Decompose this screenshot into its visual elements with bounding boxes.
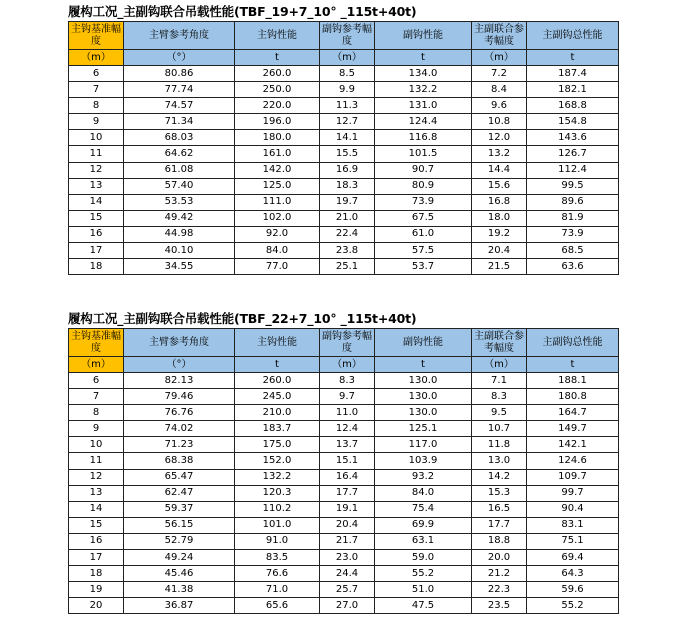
table-row [69, 226, 619, 242]
unit-row-cell: t [235, 50, 320, 66]
table-row-cell: 7 [69, 389, 124, 405]
table-row-cell: 9 [69, 114, 124, 130]
header-row-cell: 主臂参考角度 [124, 22, 235, 50]
table-row-cell: 90.7 [375, 162, 472, 178]
unit-row-cell: t [527, 50, 619, 66]
header-row [69, 329, 619, 357]
table-row-cell: 81.9 [527, 210, 619, 226]
table-row-cell: 22.4 [320, 226, 375, 242]
table-row-cell: 21.5 [472, 259, 527, 275]
table-row-cell: 36.87 [124, 598, 235, 614]
table-row-cell: 245.0 [235, 389, 320, 405]
table-row-cell: 53.53 [124, 194, 235, 210]
table-row-cell: 61.0 [375, 226, 472, 242]
table-row-cell: 45.46 [124, 566, 235, 582]
table-row [69, 130, 619, 146]
table-row-cell: 8.3 [472, 389, 527, 405]
table-row-cell: 15.3 [472, 485, 527, 501]
table-row-cell: 80.9 [375, 178, 472, 194]
table-row-cell: 10 [69, 130, 124, 146]
table-row-cell: 16.5 [472, 501, 527, 517]
unit-row-cell: t [235, 357, 320, 373]
table-row-cell: 63.6 [527, 259, 619, 275]
table-title: 履构工况_主副钩联合吊载性能(TBF_22+7_10° _115t+40t) [68, 311, 417, 326]
table-row-cell: 59.6 [527, 582, 619, 598]
table-row-cell: 17.7 [472, 517, 527, 533]
header-row-cell: 主副联合参考幅度 [472, 22, 527, 50]
table-row-cell: 74.02 [124, 421, 235, 437]
unit-row-cell: （°） [124, 357, 235, 373]
table-row-cell: 77.74 [124, 82, 235, 98]
table-row-cell: 13.2 [472, 146, 527, 162]
table-row-cell: 16.8 [472, 194, 527, 210]
table-row-cell: 11 [69, 146, 124, 162]
table-row-cell: 124.4 [375, 114, 472, 130]
table-row-cell: 59.0 [375, 550, 472, 566]
table-row-cell: 83.1 [527, 517, 619, 533]
table-row [69, 162, 619, 178]
table-row-cell: 19.7 [320, 194, 375, 210]
table-row-cell: 27.0 [320, 598, 375, 614]
table-row-cell: 17.7 [320, 485, 375, 501]
table-row-cell: 12.4 [320, 421, 375, 437]
table-row-cell: 21.0 [320, 210, 375, 226]
table-row-cell: 220.0 [235, 98, 320, 114]
table-row-cell: 15 [69, 210, 124, 226]
table-row-cell: 111.0 [235, 194, 320, 210]
table-row-cell: 9.7 [320, 389, 375, 405]
unit-row-cell: （m） [69, 357, 124, 373]
table-row-cell: 18.3 [320, 178, 375, 194]
load-chart-table [68, 328, 619, 614]
table-row-cell: 56.15 [124, 517, 235, 533]
table-row-cell: 41.38 [124, 582, 235, 598]
table-row-cell: 132.2 [375, 82, 472, 98]
table-row-cell: 13.7 [320, 437, 375, 453]
header-row-cell: 主钩性能 [235, 329, 320, 357]
load-chart-table [68, 21, 619, 275]
table-row-cell: 15.1 [320, 453, 375, 469]
table-row-cell: 116.8 [375, 130, 472, 146]
table-row-cell: 7 [69, 82, 124, 98]
table-row-cell: 57.40 [124, 178, 235, 194]
table-row-cell: 84.0 [235, 243, 320, 259]
table-row-cell: 73.9 [375, 194, 472, 210]
table-row-cell: 142.1 [527, 437, 619, 453]
header-row-cell: 副钩参考幅度 [320, 22, 375, 50]
table-row-cell: 161.0 [235, 146, 320, 162]
table-row-cell: 13 [69, 178, 124, 194]
table-row [69, 114, 619, 130]
table-row-cell: 17 [69, 550, 124, 566]
table-row-cell: 67.5 [375, 210, 472, 226]
table-row-cell: 53.7 [375, 259, 472, 275]
table-row-cell: 130.0 [375, 389, 472, 405]
table-row [69, 437, 619, 453]
table-row-cell: 8.4 [472, 82, 527, 98]
table-row-cell: 132.2 [235, 469, 320, 485]
table-row-cell: 109.7 [527, 469, 619, 485]
table-row-cell: 19 [69, 582, 124, 598]
table-row-cell: 62.47 [124, 485, 235, 501]
table-row-cell: 69.4 [527, 550, 619, 566]
table-row-cell: 142.0 [235, 162, 320, 178]
table-row-cell: 15.6 [472, 178, 527, 194]
table-row-cell: 55.2 [375, 566, 472, 582]
table-row-cell: 196.0 [235, 114, 320, 130]
table-row-cell: 16 [69, 226, 124, 242]
load-chart-section-1 [68, 3, 618, 275]
table-row [69, 210, 619, 226]
unit-row-cell: t [375, 50, 472, 66]
table-row-cell: 18.8 [472, 533, 527, 549]
table-row-cell: 182.1 [527, 82, 619, 98]
table-row-cell: 19.2 [472, 226, 527, 242]
table-row [69, 453, 619, 469]
unit-row-cell: t [375, 357, 472, 373]
table-row [69, 566, 619, 582]
table-row-cell: 12 [69, 162, 124, 178]
table-row-cell: 80.86 [124, 66, 235, 82]
table-row-cell: 7.1 [472, 373, 527, 389]
table-row-cell: 64.3 [527, 566, 619, 582]
table-row-cell: 117.0 [375, 437, 472, 453]
table-row-cell: 21.7 [320, 533, 375, 549]
table-row-cell: 19.1 [320, 501, 375, 517]
unit-row-cell: （°） [124, 50, 235, 66]
table-row-cell: 14.2 [472, 469, 527, 485]
table-row-cell: 175.0 [235, 437, 320, 453]
table-row-cell: 20.4 [472, 243, 527, 259]
table-row-cell: 82.13 [124, 373, 235, 389]
unit-row [69, 50, 619, 66]
table-row-cell: 260.0 [235, 66, 320, 82]
unit-row-cell: （m） [472, 357, 527, 373]
table-row-cell: 11.8 [472, 437, 527, 453]
table-row-cell: 14 [69, 194, 124, 210]
table-row-cell: 250.0 [235, 82, 320, 98]
table-row-cell: 55.2 [527, 598, 619, 614]
table-row [69, 582, 619, 598]
table-row-cell: 180.0 [235, 130, 320, 146]
table-row-cell: 18.0 [472, 210, 527, 226]
table-row-cell: 168.8 [527, 98, 619, 114]
table-row-cell: 68.03 [124, 130, 235, 146]
table-row-cell: 17 [69, 243, 124, 259]
table-row-cell: 84.0 [375, 485, 472, 501]
table-row [69, 373, 619, 389]
unit-row-cell: （m） [472, 50, 527, 66]
table-row-cell: 12.0 [472, 130, 527, 146]
header-row-cell: 主臂参考角度 [124, 329, 235, 357]
header-row-cell: 副钩性能 [375, 22, 472, 50]
table-row [69, 501, 619, 517]
table-row-cell: 15.5 [320, 146, 375, 162]
table-row [69, 178, 619, 194]
table-row [69, 550, 619, 566]
table-row-cell: 68.5 [527, 243, 619, 259]
table-row [69, 259, 619, 275]
table-row-cell: 130.0 [375, 405, 472, 421]
table-row-cell: 21.2 [472, 566, 527, 582]
table-row-cell: 143.6 [527, 130, 619, 146]
table-row-cell: 20.0 [472, 550, 527, 566]
table-row-cell: 188.1 [527, 373, 619, 389]
table-row-cell: 49.24 [124, 550, 235, 566]
table-row-cell: 83.5 [235, 550, 320, 566]
table-row-cell: 63.1 [375, 533, 472, 549]
table-row-cell: 8.5 [320, 66, 375, 82]
header-row-cell: 副钩参考幅度 [320, 329, 375, 357]
table-row-cell: 187.4 [527, 66, 619, 82]
table-row-cell: 75.1 [527, 533, 619, 549]
unit-row-cell: （m） [69, 50, 124, 66]
table-row-cell: 210.0 [235, 405, 320, 421]
table-row-cell: 25.7 [320, 582, 375, 598]
table-row-cell: 10.8 [472, 114, 527, 130]
table-row-cell: 10 [69, 437, 124, 453]
table-row-cell: 92.0 [235, 226, 320, 242]
header-row-cell: 主钩基准幅度 [69, 22, 124, 50]
table-row-cell: 180.8 [527, 389, 619, 405]
table-row-cell: 154.8 [527, 114, 619, 130]
table-row-cell: 9.5 [472, 405, 527, 421]
table-row-cell: 16 [69, 533, 124, 549]
table-row-cell: 52.79 [124, 533, 235, 549]
table-row-cell: 57.5 [375, 243, 472, 259]
table-row-cell: 11.0 [320, 405, 375, 421]
table-title: 履构工况_主副钩联合吊载性能(TBF_19+7_10° _115t+40t) [68, 4, 417, 19]
table-row-cell: 99.5 [527, 178, 619, 194]
table-row-cell: 112.4 [527, 162, 619, 178]
table-row-cell: 11.3 [320, 98, 375, 114]
table-row-cell: 93.2 [375, 469, 472, 485]
table-row-cell: 12 [69, 469, 124, 485]
table-row-cell: 76.76 [124, 405, 235, 421]
table-row-cell: 24.4 [320, 566, 375, 582]
table-row-cell: 12.7 [320, 114, 375, 130]
table-row-cell: 14.4 [472, 162, 527, 178]
table-row-cell: 91.0 [235, 533, 320, 549]
table-row-cell: 65.6 [235, 598, 320, 614]
header-row-cell: 主副钩总性能 [527, 329, 619, 357]
table-row-cell: 8 [69, 405, 124, 421]
table-row-cell: 6 [69, 66, 124, 82]
table-row-cell: 44.98 [124, 226, 235, 242]
table-row-cell: 73.9 [527, 226, 619, 242]
table-row [69, 533, 619, 549]
table-row-cell: 90.4 [527, 501, 619, 517]
table-row-cell: 101.0 [235, 517, 320, 533]
table-row [69, 146, 619, 162]
table-row-cell: 9.6 [472, 98, 527, 114]
table-row-cell: 102.0 [235, 210, 320, 226]
header-row-cell: 主钩基准幅度 [69, 329, 124, 357]
table-row [69, 485, 619, 501]
table-row-cell: 59.37 [124, 501, 235, 517]
table-row-cell: 149.7 [527, 421, 619, 437]
table-row-cell: 23.8 [320, 243, 375, 259]
header-row [69, 22, 619, 50]
table-row-cell: 47.5 [375, 598, 472, 614]
table-row-cell: 15 [69, 517, 124, 533]
table-row-cell: 124.6 [527, 453, 619, 469]
table-row-cell: 99.7 [527, 485, 619, 501]
table-row-cell: 18 [69, 259, 124, 275]
table-row-cell: 13.0 [472, 453, 527, 469]
table-row-cell: 14.1 [320, 130, 375, 146]
table-row-cell: 34.55 [124, 259, 235, 275]
load-chart-section-2 [68, 310, 618, 614]
table-row-cell: 16.4 [320, 469, 375, 485]
table-row-cell: 74.57 [124, 98, 235, 114]
table-row-cell: 65.47 [124, 469, 235, 485]
header-row-cell: 副钩性能 [375, 329, 472, 357]
table-row-cell: 23.0 [320, 550, 375, 566]
table-row-cell: 120.3 [235, 485, 320, 501]
table-row [69, 469, 619, 485]
table-row-cell: 18 [69, 566, 124, 582]
table-row-cell: 101.5 [375, 146, 472, 162]
table-row-cell: 16.9 [320, 162, 375, 178]
table-row-cell: 49.42 [124, 210, 235, 226]
table-row-cell: 20.4 [320, 517, 375, 533]
table-row-cell: 131.0 [375, 98, 472, 114]
table-row-cell: 183.7 [235, 421, 320, 437]
table-row-cell: 164.7 [527, 405, 619, 421]
table-row [69, 598, 619, 614]
table-row-cell: 64.62 [124, 146, 235, 162]
table-row-cell: 6 [69, 373, 124, 389]
table-row-cell: 14 [69, 501, 124, 517]
table-row-cell: 8 [69, 98, 124, 114]
table-row-cell: 68.38 [124, 453, 235, 469]
unit-row [69, 357, 619, 373]
table-row-cell: 103.9 [375, 453, 472, 469]
table-row-cell: 75.4 [375, 501, 472, 517]
table-row-cell: 8.3 [320, 373, 375, 389]
table-row-cell: 134.0 [375, 66, 472, 82]
table-row-cell: 23.5 [472, 598, 527, 614]
unit-row-cell: t [527, 357, 619, 373]
table-row-cell: 9 [69, 421, 124, 437]
unit-row-cell: （m） [320, 50, 375, 66]
header-row-cell: 主副钩总性能 [527, 22, 619, 50]
table-row-cell: 25.1 [320, 259, 375, 275]
table-row-cell: 110.2 [235, 501, 320, 517]
table-row-cell: 7.2 [472, 66, 527, 82]
table-row-cell: 126.7 [527, 146, 619, 162]
table-row-cell: 130.0 [375, 373, 472, 389]
table-row-cell: 125.0 [235, 178, 320, 194]
table-row-cell: 40.10 [124, 243, 235, 259]
table-row-cell: 260.0 [235, 373, 320, 389]
table-row-cell: 11 [69, 453, 124, 469]
table-row-cell: 77.0 [235, 259, 320, 275]
table-row-cell: 20 [69, 598, 124, 614]
table-row-cell: 152.0 [235, 453, 320, 469]
table-row [69, 389, 619, 405]
table-row-cell: 22.3 [472, 582, 527, 598]
table-row [69, 66, 619, 82]
table-row-cell: 125.1 [375, 421, 472, 437]
table-row-cell: 71.23 [124, 437, 235, 453]
table-row [69, 194, 619, 210]
table-row [69, 517, 619, 533]
table-row-cell: 13 [69, 485, 124, 501]
table-row [69, 82, 619, 98]
table-row-cell: 76.6 [235, 566, 320, 582]
table-row-cell: 69.9 [375, 517, 472, 533]
table-row [69, 421, 619, 437]
table-row-cell: 10.7 [472, 421, 527, 437]
table-row [69, 243, 619, 259]
header-row-cell: 主钩性能 [235, 22, 320, 50]
header-row-cell: 主副联合参考幅度 [472, 329, 527, 357]
table-row-cell: 89.6 [527, 194, 619, 210]
table-row-cell: 51.0 [375, 582, 472, 598]
table-row [69, 98, 619, 114]
table-row-cell: 61.08 [124, 162, 235, 178]
table-row-cell: 71.34 [124, 114, 235, 130]
table-row-cell: 79.46 [124, 389, 235, 405]
unit-row-cell: （m） [320, 357, 375, 373]
table-row-cell: 9.9 [320, 82, 375, 98]
table-row [69, 405, 619, 421]
table-row-cell: 71.0 [235, 582, 320, 598]
